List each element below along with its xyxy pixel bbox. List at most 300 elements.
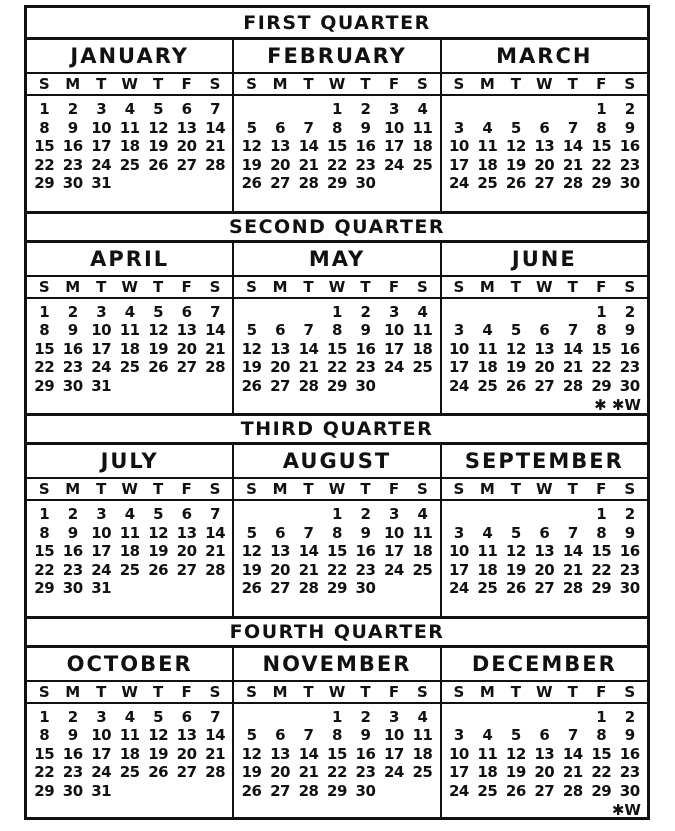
- month-note: [27, 802, 232, 818]
- day-number: 25: [477, 579, 498, 598]
- weekday-label: S: [38, 480, 50, 498]
- day-number: 29: [591, 376, 612, 395]
- day-number: 3: [96, 707, 107, 726]
- weekday-label: F: [596, 480, 607, 498]
- day-number: 22: [591, 763, 612, 782]
- day-number: 16: [355, 542, 376, 561]
- day-grid: [27, 704, 232, 803]
- day-number: 5: [246, 321, 257, 340]
- day-grid: [27, 501, 232, 600]
- day-number: 18: [119, 137, 140, 156]
- day-number: 12: [505, 137, 526, 156]
- month-september: [442, 445, 647, 616]
- day-number: 16: [355, 137, 376, 156]
- day-number: 11: [412, 523, 433, 542]
- weekday-label: T: [153, 277, 164, 296]
- day-number: 18: [477, 763, 498, 782]
- day-grid: [234, 501, 439, 600]
- day-number: 23: [62, 763, 83, 782]
- weekday-label: S: [38, 75, 50, 93]
- day-number: 17: [384, 339, 404, 358]
- day-number: 7: [210, 505, 221, 524]
- weekday-label: S: [209, 75, 221, 93]
- weekday-label: T: [360, 480, 371, 498]
- day-number: 6: [539, 523, 550, 542]
- day-number: 2: [360, 505, 371, 524]
- weekday-label: S: [624, 682, 636, 701]
- day-number: 17: [384, 137, 404, 156]
- weekday-label: W: [121, 277, 138, 296]
- day-number: 16: [355, 744, 376, 763]
- weekday-header: [442, 682, 647, 704]
- day-number: 26: [148, 358, 169, 377]
- day-grid: [442, 96, 647, 195]
- day-number: 8: [332, 118, 342, 137]
- day-number: 1: [332, 707, 342, 726]
- quarter: [27, 211, 647, 414]
- weekday-label: F: [388, 75, 400, 93]
- day-number: 19: [505, 560, 526, 579]
- day-number: 16: [355, 339, 376, 358]
- day-number: 3: [388, 707, 399, 726]
- weekday-label: T: [360, 75, 371, 93]
- day-number: 9: [624, 726, 635, 745]
- day-number: 17: [448, 155, 469, 174]
- day-number: 7: [567, 726, 578, 745]
- weekday-label: M: [479, 277, 495, 296]
- weekday-header: [442, 74, 647, 96]
- day-number: 13: [176, 321, 197, 340]
- day-grid: [234, 96, 439, 195]
- day-number: 19: [148, 339, 169, 358]
- day-number: 29: [591, 579, 612, 598]
- day-number: 1: [596, 707, 607, 726]
- day-number: 8: [39, 321, 50, 340]
- day-number: 14: [562, 542, 583, 561]
- day-number: 24: [384, 763, 404, 782]
- day-number: 12: [241, 542, 262, 561]
- day-number: 21: [205, 137, 226, 156]
- weekday-label: S: [246, 277, 257, 296]
- day-number: 27: [270, 376, 290, 395]
- day-number: 9: [360, 118, 371, 137]
- weekday-header: [442, 479, 647, 501]
- day-number: 29: [327, 579, 347, 598]
- day-number: 27: [176, 560, 197, 579]
- day-number: 30: [355, 376, 376, 395]
- day-number: 8: [596, 321, 607, 340]
- day-number: 27: [270, 781, 290, 800]
- day-number: 15: [34, 744, 55, 763]
- day-number: 21: [562, 155, 583, 174]
- day-number: 4: [417, 100, 428, 119]
- day-number: 8: [332, 321, 342, 340]
- day-number: 5: [510, 118, 521, 137]
- day-number: 2: [67, 505, 78, 524]
- day-number: 14: [298, 339, 319, 358]
- day-number: 9: [360, 726, 371, 745]
- day-number: 2: [67, 707, 78, 726]
- day-number: 27: [176, 155, 197, 174]
- day-number: 14: [298, 137, 319, 156]
- day-number: 1: [332, 302, 342, 321]
- weekday-label: S: [38, 682, 50, 701]
- day-number: 10: [448, 542, 469, 561]
- day-number: 23: [619, 155, 640, 174]
- day-number: 7: [567, 118, 578, 137]
- day-number: 30: [62, 579, 83, 598]
- day-number: 10: [384, 118, 404, 137]
- day-number: 9: [624, 118, 635, 137]
- day-number: 15: [591, 744, 612, 763]
- day-number: 14: [298, 542, 319, 561]
- day-number: 21: [205, 744, 226, 763]
- day-number: 13: [534, 744, 555, 763]
- day-number: 2: [360, 100, 371, 119]
- day-number: 10: [448, 137, 469, 156]
- day-number: 5: [153, 505, 164, 524]
- day-number: 26: [505, 376, 526, 395]
- weekday-label: T: [567, 277, 578, 296]
- day-number: 19: [148, 744, 169, 763]
- day-number: 15: [327, 137, 347, 156]
- day-number: 24: [448, 376, 469, 395]
- day-number: 30: [62, 376, 83, 395]
- day-number: 6: [181, 707, 192, 726]
- day-number: 31: [91, 376, 112, 395]
- day-number: 9: [624, 321, 635, 340]
- day-number: 20: [176, 137, 197, 156]
- weekday-label: S: [417, 682, 428, 701]
- day-number: 13: [534, 542, 555, 561]
- day-number: 28: [298, 781, 319, 800]
- day-number: 29: [591, 781, 612, 800]
- month-name: JULY: [27, 445, 232, 479]
- day-grid: [27, 96, 232, 195]
- day-number: 13: [270, 542, 290, 561]
- day-number: 14: [205, 321, 226, 340]
- day-number: 11: [477, 137, 498, 156]
- month-note: [442, 600, 647, 616]
- month-name: AUGUST: [234, 445, 439, 479]
- month-name: JANUARY: [27, 40, 232, 74]
- day-number: 11: [477, 542, 498, 561]
- day-number: 24: [384, 358, 404, 377]
- day-number: 18: [412, 744, 433, 763]
- day-number: 27: [176, 763, 197, 782]
- month-name: FEBRUARY: [234, 40, 439, 74]
- day-number: 30: [355, 174, 376, 193]
- day-number: 7: [303, 523, 314, 542]
- weekday-label: F: [596, 277, 607, 296]
- day-number: 3: [453, 523, 464, 542]
- day-number: 20: [270, 155, 290, 174]
- weekday-label: S: [246, 480, 257, 498]
- day-number: 1: [39, 505, 50, 524]
- day-number: 16: [619, 744, 640, 763]
- month-april: [27, 243, 234, 414]
- day-number: 3: [453, 726, 464, 745]
- day-number: 7: [210, 707, 221, 726]
- day-number: 17: [91, 542, 112, 561]
- day-number: 27: [534, 579, 555, 598]
- month-note: ✱ ✱W: [594, 396, 641, 414]
- day-number: 28: [298, 376, 319, 395]
- day-number: 11: [119, 523, 140, 542]
- day-number: 3: [96, 302, 107, 321]
- day-number: 11: [477, 339, 498, 358]
- day-number: 29: [34, 781, 55, 800]
- day-number: 29: [34, 579, 55, 598]
- weekday-label: T: [303, 480, 314, 498]
- day-number: 15: [327, 339, 347, 358]
- day-number: 3: [388, 505, 399, 524]
- weekday-label: S: [209, 277, 221, 296]
- weekday-label: T: [360, 682, 371, 701]
- day-number: 28: [562, 376, 583, 395]
- day-number: 8: [39, 726, 50, 745]
- day-number: 23: [619, 560, 640, 579]
- day-number: 25: [477, 781, 498, 800]
- day-number: 28: [298, 174, 319, 193]
- weekday-label: W: [536, 277, 553, 296]
- weekday-label: S: [453, 682, 465, 701]
- day-number: 5: [246, 118, 257, 137]
- day-number: 16: [619, 542, 640, 561]
- weekday-header: [27, 682, 232, 704]
- day-number: 21: [298, 155, 319, 174]
- month-note: [234, 802, 439, 818]
- day-number: 20: [534, 155, 555, 174]
- quarter-title: THIRD QUARTER: [27, 413, 647, 445]
- day-number: 15: [591, 542, 612, 561]
- day-number: 3: [453, 118, 464, 137]
- day-number: 17: [448, 763, 469, 782]
- day-number: 23: [62, 358, 83, 377]
- day-number: 2: [624, 100, 635, 119]
- day-number: 26: [505, 174, 526, 193]
- day-number: 28: [562, 579, 583, 598]
- day-number: 8: [39, 523, 50, 542]
- day-number: 2: [624, 302, 635, 321]
- months-row: [27, 648, 647, 819]
- day-number: 15: [591, 137, 612, 156]
- day-number: 4: [124, 505, 135, 524]
- weekday-label: F: [181, 480, 192, 498]
- day-number: 8: [332, 726, 342, 745]
- day-number: 10: [384, 321, 404, 340]
- weekday-label: T: [96, 277, 107, 296]
- weekday-label: T: [567, 75, 578, 93]
- day-number: 28: [562, 781, 583, 800]
- weekday-label: T: [567, 682, 578, 701]
- day-number: 10: [91, 726, 112, 745]
- day-number: 21: [205, 339, 226, 358]
- day-number: 22: [34, 155, 55, 174]
- day-number: 4: [124, 100, 135, 119]
- weekday-label: T: [96, 682, 107, 701]
- month-note: [234, 195, 439, 211]
- weekday-label: T: [153, 682, 164, 701]
- weekday-label: M: [479, 480, 495, 498]
- day-number: 27: [176, 358, 197, 377]
- month-february: [234, 40, 441, 211]
- day-number: 2: [67, 302, 78, 321]
- weekday-label: S: [624, 480, 636, 498]
- day-number: 23: [62, 560, 83, 579]
- day-number: 16: [62, 542, 83, 561]
- month-note: [27, 600, 232, 616]
- month-name: NOVEMBER: [234, 648, 439, 682]
- weekday-label: T: [303, 277, 314, 296]
- day-number: 1: [332, 505, 342, 524]
- day-number: 19: [241, 358, 262, 377]
- day-number: 26: [148, 155, 169, 174]
- day-grid: [234, 704, 439, 803]
- month-july: [27, 445, 234, 616]
- day-number: 12: [148, 726, 169, 745]
- day-number: 11: [412, 118, 433, 137]
- day-number: 17: [448, 560, 469, 579]
- weekday-label: S: [624, 75, 636, 93]
- day-number: 9: [360, 321, 371, 340]
- day-number: 8: [596, 118, 607, 137]
- day-number: 29: [34, 174, 55, 193]
- day-number: 7: [303, 118, 314, 137]
- weekday-label: M: [65, 480, 81, 498]
- day-number: 23: [355, 358, 376, 377]
- weekday-label: S: [246, 75, 257, 93]
- day-number: 21: [562, 560, 583, 579]
- day-number: 10: [91, 118, 112, 137]
- day-number: 22: [327, 358, 347, 377]
- day-number: 8: [39, 118, 50, 137]
- day-number: 17: [384, 542, 404, 561]
- day-number: 28: [562, 174, 583, 193]
- day-number: 1: [332, 100, 342, 119]
- day-number: 1: [39, 100, 50, 119]
- day-number: 7: [567, 523, 578, 542]
- day-grid: [442, 704, 647, 803]
- day-number: 17: [91, 339, 112, 358]
- day-number: 12: [148, 321, 169, 340]
- weekday-label: W: [536, 682, 553, 701]
- weekday-header: [234, 479, 439, 501]
- day-number: 5: [510, 523, 521, 542]
- month-name: DECEMBER: [442, 648, 647, 682]
- day-number: 25: [119, 358, 140, 377]
- day-number: 7: [210, 302, 221, 321]
- day-number: 13: [176, 523, 197, 542]
- day-number: 12: [505, 339, 526, 358]
- day-number: 19: [241, 155, 262, 174]
- day-number: 29: [327, 781, 347, 800]
- month-name: APRIL: [27, 243, 232, 277]
- day-number: 23: [619, 763, 640, 782]
- weekday-label: T: [153, 75, 164, 93]
- day-number: 1: [596, 100, 607, 119]
- weekday-label: M: [479, 682, 495, 701]
- weekday-label: M: [479, 75, 495, 93]
- day-number: 21: [298, 763, 319, 782]
- day-number: 14: [205, 118, 226, 137]
- day-number: 20: [534, 763, 555, 782]
- weekday-header: [27, 277, 232, 299]
- day-number: 2: [624, 505, 635, 524]
- weekday-label: M: [272, 277, 288, 296]
- weekday-label: F: [181, 75, 192, 93]
- day-number: 20: [270, 358, 290, 377]
- day-number: 24: [91, 358, 112, 377]
- day-number: 8: [596, 726, 607, 745]
- day-number: 4: [417, 302, 428, 321]
- day-number: 11: [412, 726, 433, 745]
- day-number: 10: [384, 726, 404, 745]
- day-number: 23: [62, 155, 83, 174]
- month-may: [234, 243, 441, 414]
- day-number: 16: [62, 137, 83, 156]
- day-number: 2: [360, 302, 371, 321]
- weekday-label: W: [121, 75, 138, 93]
- weekday-label: W: [536, 480, 553, 498]
- day-number: 4: [417, 505, 428, 524]
- weekday-label: W: [328, 682, 346, 701]
- day-number: 6: [539, 118, 550, 137]
- day-number: 6: [181, 505, 192, 524]
- weekday-label: S: [209, 682, 221, 701]
- weekday-label: T: [510, 480, 521, 498]
- day-number: 21: [298, 560, 319, 579]
- month-note: [234, 600, 439, 616]
- day-number: 3: [388, 100, 399, 119]
- day-number: 19: [505, 358, 526, 377]
- day-number: 12: [241, 339, 262, 358]
- day-number: 28: [205, 155, 226, 174]
- day-number: 20: [176, 339, 197, 358]
- day-number: 22: [34, 358, 55, 377]
- day-number: 19: [505, 763, 526, 782]
- day-number: 31: [91, 174, 112, 193]
- day-number: 30: [355, 579, 376, 598]
- day-grid: [27, 299, 232, 398]
- day-number: 18: [412, 339, 433, 358]
- weekday-label: M: [272, 480, 288, 498]
- day-number: 3: [96, 505, 107, 524]
- day-number: 24: [448, 579, 469, 598]
- day-number: 16: [619, 137, 640, 156]
- day-number: 25: [412, 560, 433, 579]
- day-number: 22: [591, 358, 612, 377]
- day-number: 23: [619, 358, 640, 377]
- weekday-label: S: [453, 75, 465, 93]
- day-number: 20: [176, 542, 197, 561]
- day-grid: [442, 299, 647, 398]
- weekday-label: F: [388, 277, 400, 296]
- day-number: 27: [270, 579, 290, 598]
- day-number: 18: [119, 542, 140, 561]
- day-number: 14: [562, 339, 583, 358]
- day-number: 19: [241, 763, 262, 782]
- day-number: 18: [477, 155, 498, 174]
- day-number: 20: [176, 744, 197, 763]
- month-october: [27, 648, 234, 819]
- day-number: 13: [534, 137, 555, 156]
- weekday-label: S: [209, 480, 221, 498]
- weekday-label: T: [510, 75, 521, 93]
- day-number: 6: [181, 302, 192, 321]
- weekday-label: F: [181, 277, 192, 296]
- day-number: 11: [119, 321, 140, 340]
